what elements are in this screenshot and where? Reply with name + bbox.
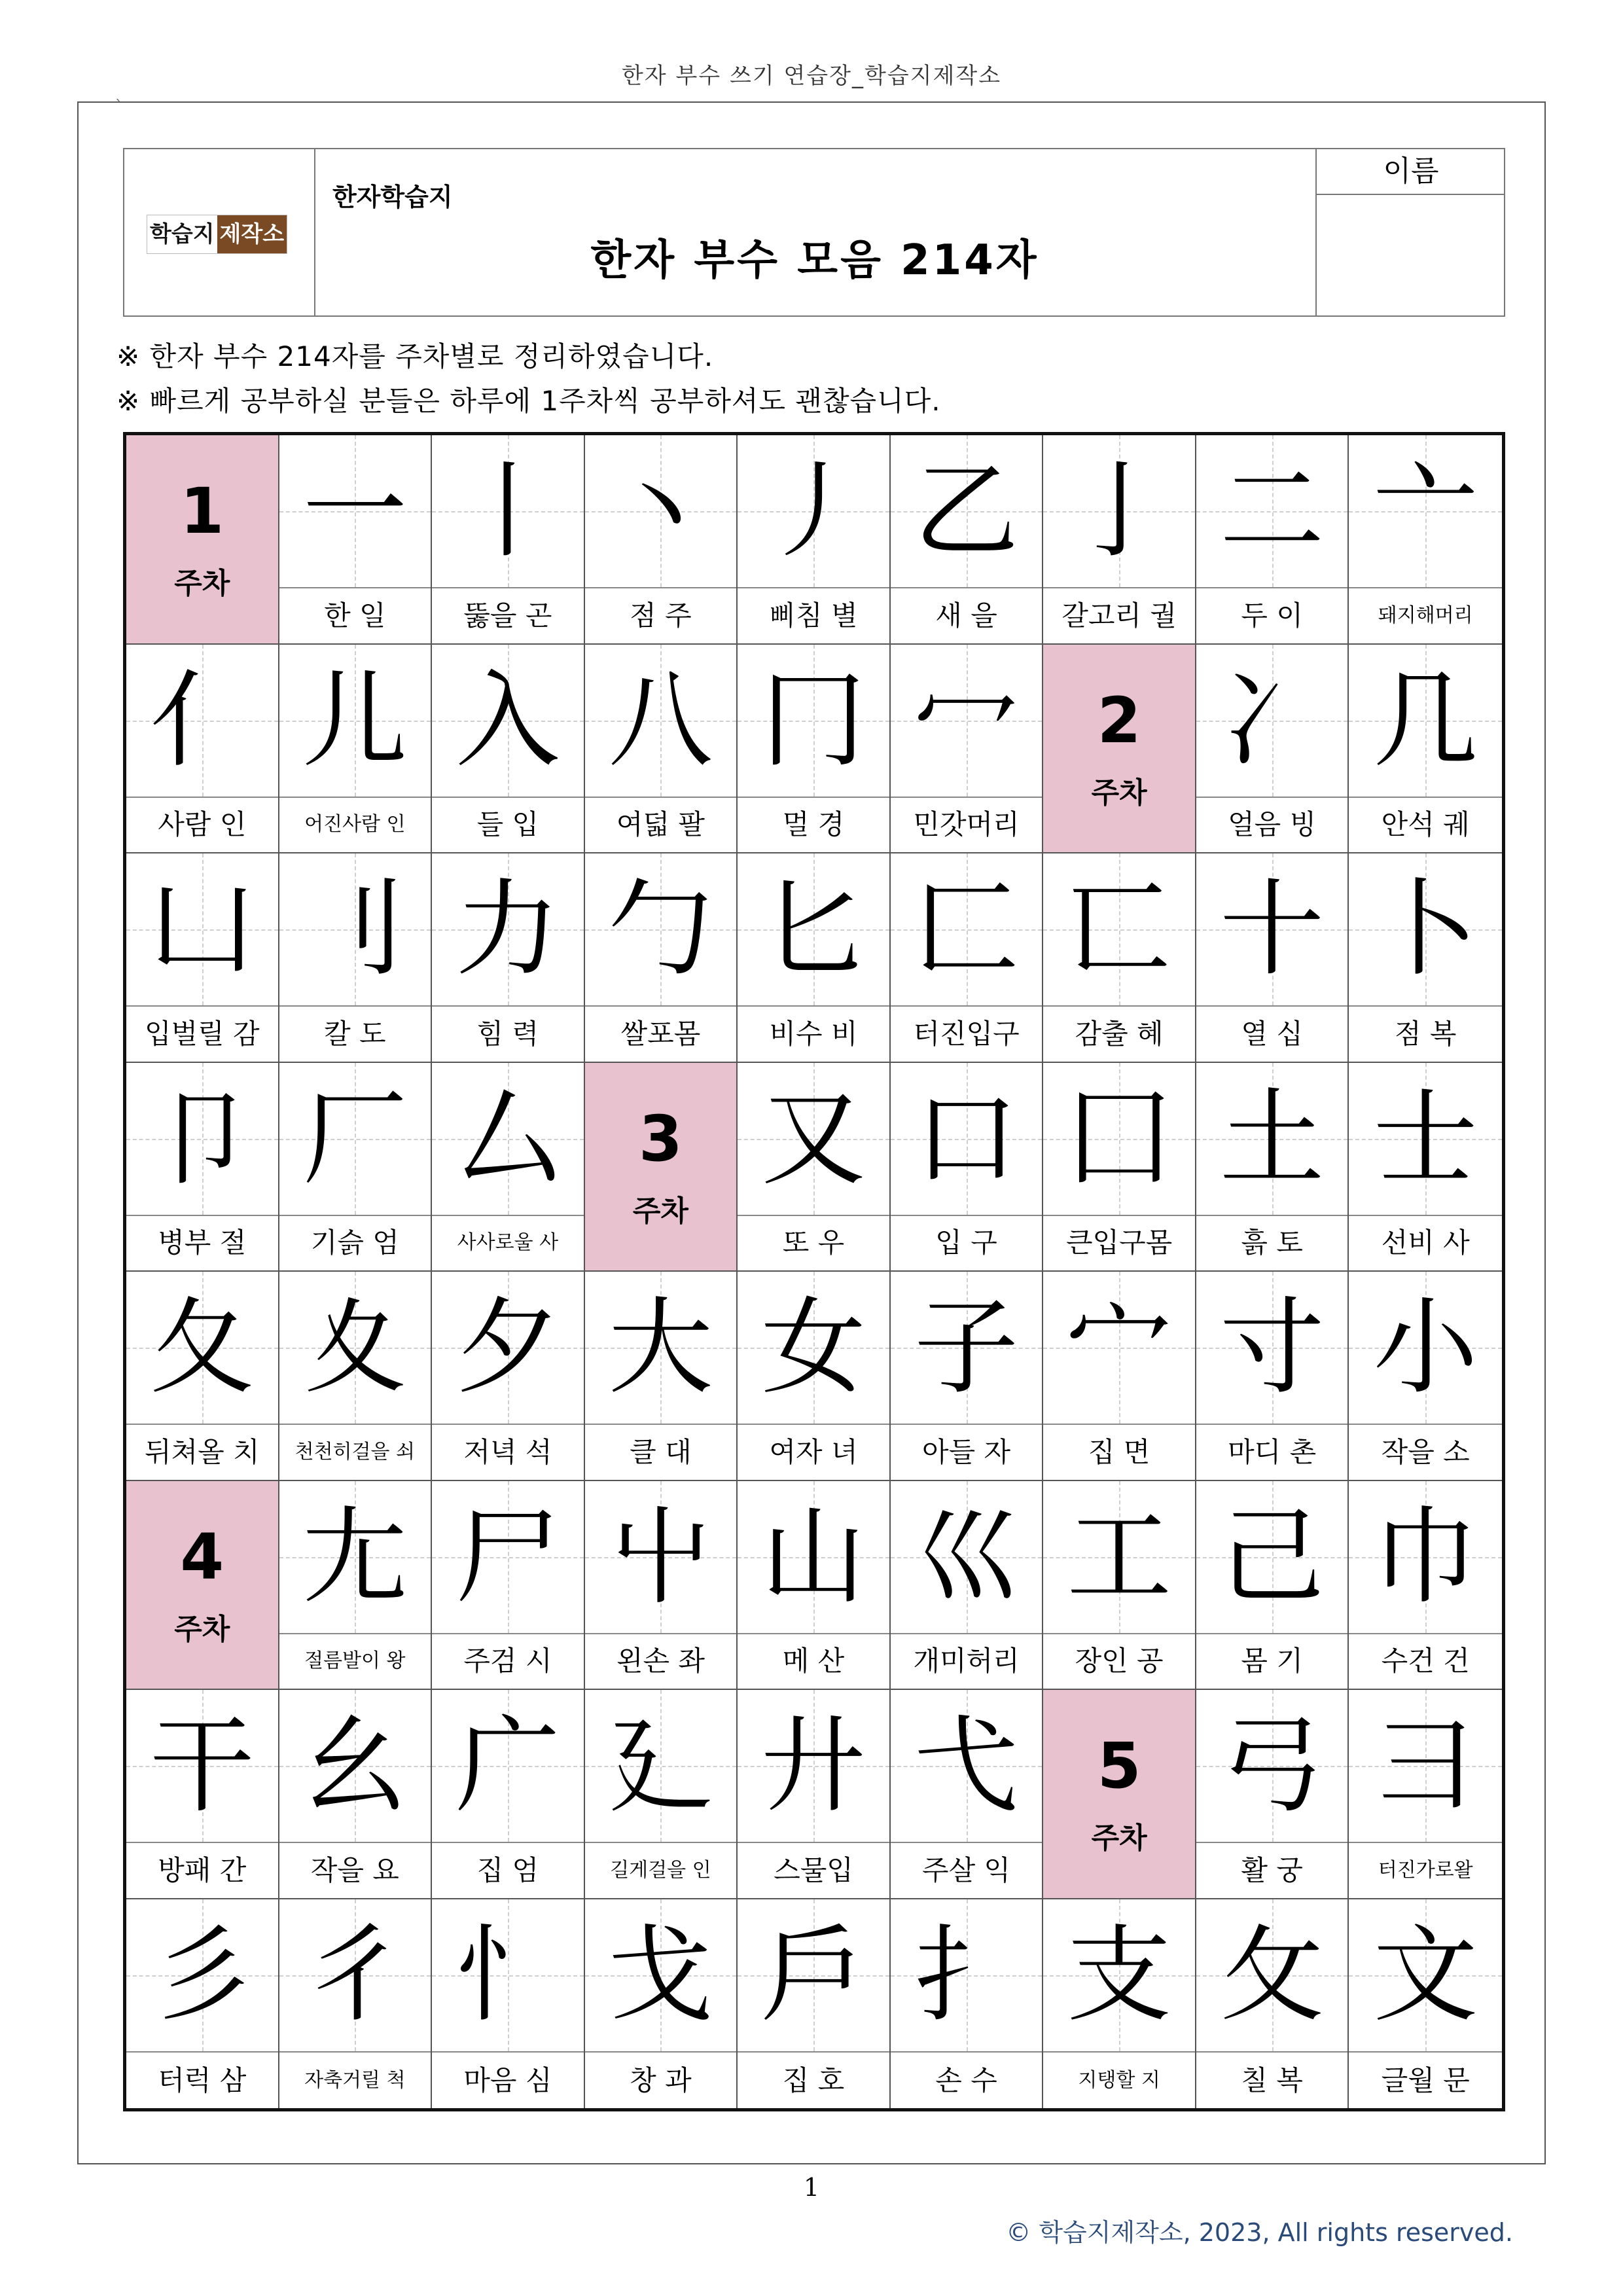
week-number: 1 [180,475,224,548]
radical-meaning: 선비 사 [1381,1227,1470,1259]
writing-guide-box [1196,1063,1348,1216]
radical-meaning: 삐침 별 [769,599,858,632]
radical-meaning: 힘 력 [476,1017,539,1050]
radical-glyph: 文 [1373,1913,1478,2036]
writing-guide-box [738,1272,889,1425]
radical-meaning: 아들 자 [922,1435,1011,1468]
radical-meaning: 칼 도 [324,1017,386,1050]
writing-guide-box [1349,1690,1502,1843]
radical-glyph: 刂 [302,868,408,990]
radical-meaning: 비수 비 [769,1017,858,1050]
radical-glyph: 亅 [1067,450,1172,572]
writing-guide-box [891,853,1043,1007]
writing-guide-box [126,853,278,1007]
radical-meaning: 수건 건 [1381,1645,1470,1677]
radical-meaning: 입벌릴 감 [144,1017,260,1050]
radical-cell [891,1272,1044,1481]
radical-glyph: 冖 [914,658,1019,781]
writing-guide-box [585,1690,737,1843]
writing-guide-box [279,435,431,588]
radical-meaning: 뚫을 곤 [463,599,552,632]
radical-cell [432,1690,585,1899]
radical-cell [738,435,891,645]
radical-cell [1043,1272,1196,1481]
brand-logo [147,215,287,254]
writing-guide-box [279,1899,431,2053]
radical-cell [279,1063,433,1272]
writing-guide-box [432,1899,584,2053]
radical-cell [891,1899,1044,2109]
radical-cell [891,435,1044,645]
writing-guide-box [1196,645,1348,798]
writing-guide-box [1043,1481,1195,1634]
radical-meaning: 터진입구 [913,1017,1020,1050]
writing-guide-box [126,645,278,798]
week-number: 3 [639,1102,683,1175]
subject-label: 한자학습지 [332,183,453,211]
radical-cell [585,853,738,1063]
radical-glyph: 夂 [149,1286,255,1408]
radical-cell [1043,1481,1196,1691]
radical-glyph: 女 [760,1286,866,1408]
radical-glyph: 扌 [914,1913,1019,2036]
radical-cell [1196,853,1349,1063]
radical-cell [126,1899,279,2109]
radical-glyph: 巾 [1373,1495,1478,1618]
radical-cell [738,1063,891,1272]
radical-glyph: 囗 [1067,1077,1172,1200]
radical-cell [279,645,433,854]
page-number: 1 [803,2173,820,2202]
week-marker-cell [126,435,279,645]
writing-guide-box [891,1899,1043,2053]
week-label: 주차 [632,1194,688,1228]
radical-glyph: 士 [1373,1077,1478,1200]
radical-cell [1196,1690,1349,1899]
radical-glyph: 几 [1373,658,1478,781]
radical-meaning: 어진사람 인 [304,813,406,836]
radical-cell [432,1899,585,2109]
writing-guide-box [1349,1063,1502,1216]
radical-glyph: 厶 [455,1077,560,1200]
radical-cell [585,1899,738,2109]
radical-meaning: 터럭 삼 [158,2064,247,2096]
radical-meaning: 한 일 [324,599,386,632]
week-label: 주차 [1091,776,1147,810]
writing-guide-box [1196,1899,1348,2053]
radical-meaning: 집 면 [1088,1435,1150,1468]
radical-meaning: 몸 기 [1241,1645,1303,1677]
radical-glyph: 丨 [455,450,560,572]
radical-glyph: 匸 [1067,868,1172,990]
writing-guide-box [1196,853,1348,1007]
radical-glyph: 支 [1067,1913,1172,2036]
writing-guide-box [738,645,889,798]
writing-guide-box [432,853,584,1007]
writing-guide-box [738,1063,889,1216]
radical-cell [1349,435,1502,645]
radical-glyph: 夕 [455,1286,560,1408]
writing-guide-box [279,1272,431,1425]
radical-glyph: 丿 [760,450,866,572]
radical-cell [126,1063,279,1272]
radical-meaning: 여덟 팔 [616,808,705,840]
radical-glyph: 子 [914,1286,1019,1408]
writing-guide-box [279,1063,431,1216]
radical-cell [279,1481,433,1691]
week-marker-cell [1043,645,1196,854]
radical-glyph: 廴 [608,1704,713,1827]
writing-guide-box [1043,1272,1195,1425]
radical-glyph: 小 [1373,1286,1478,1408]
running-head: 한자 부수 쓰기 연습장_학습지제작소 [621,63,1002,89]
radical-cell [738,1481,891,1691]
radical-glyph: 卩 [149,1077,255,1200]
radical-meaning: 천천히걸을 쇠 [294,1440,416,1463]
logo-part-2: 제작소 [217,215,287,253]
writing-guide-box [1196,1272,1348,1425]
radical-cell [126,1690,279,1899]
radical-meaning: 멀 경 [782,808,845,840]
radical-meaning: 절름발이 왕 [304,1649,406,1672]
radical-meaning: 장인 공 [1075,1645,1164,1677]
radical-cell [432,1063,585,1272]
radical-cell [126,645,279,854]
week-marker-cell [585,1063,738,1272]
writing-guide-box [1196,1690,1348,1843]
radical-glyph: 彳 [302,1913,408,2036]
writing-guide-box [432,435,584,588]
radical-glyph: 夊 [302,1286,408,1408]
writing-guide-box [1349,645,1502,798]
radical-meaning: 메 산 [782,1645,845,1677]
radical-cell [1349,853,1502,1063]
writing-guide-box [891,1481,1043,1634]
radical-cell [891,645,1044,854]
writing-guide-box [126,1272,278,1425]
radical-glyph: 冫 [1219,658,1325,781]
radical-meaning: 뒤쳐올 치 [144,1435,260,1468]
radical-glyph: 廾 [760,1704,866,1827]
note-line-1: ※ 한자 부수 214자를 주차별로 정리하였습니다. [116,340,714,372]
writing-guide-box [891,435,1043,588]
radical-cell [1196,1272,1349,1481]
radical-meaning: 작을 요 [310,1854,399,1886]
radical-cell [1196,1063,1349,1272]
radical-meaning: 저녁 석 [463,1435,552,1468]
radical-cell [1196,1899,1349,2109]
radical-cell [585,1272,738,1481]
radical-glyph: 弓 [1219,1704,1325,1827]
writing-guide-box [1196,1481,1348,1634]
radical-cell [1349,1690,1502,1899]
radical-cell [1043,435,1196,645]
radical-cell [1043,1063,1196,1272]
name-cell [1315,149,1505,315]
radical-cell [891,1063,1044,1272]
radical-cell [585,645,738,854]
radical-cell [432,645,585,854]
writing-guide-box [1043,853,1195,1007]
radical-meaning: 쌀포몸 [620,1017,701,1050]
radical-cell [432,853,585,1063]
radical-glyph: 彡 [149,1913,255,2036]
radical-meaning: 입 구 [935,1227,997,1259]
radical-meaning: 흙 토 [1241,1227,1303,1259]
writing-guide-box [279,853,431,1007]
week-label: 주차 [1091,1821,1147,1855]
radical-meaning: 창 과 [630,2064,692,2096]
radical-meaning: 여자 녀 [769,1435,858,1468]
radical-glyph: 弋 [914,1704,1019,1827]
radical-meaning: 지탱할 지 [1078,2069,1160,2092]
writing-guide-box [1043,1063,1195,1216]
radical-cell [891,1690,1044,1899]
week-number: 2 [1097,683,1141,757]
radical-glyph: 攵 [1219,1913,1325,2036]
radical-glyph: 口 [914,1077,1019,1200]
radical-glyph: 亻 [149,658,255,781]
writing-guide-box [432,1690,584,1843]
radical-glyph: 巛 [914,1495,1019,1618]
writing-guide-box [585,645,737,798]
radical-glyph: 山 [760,1495,866,1618]
radical-meaning: 길게걸을 인 [610,1858,711,1882]
radical-glyph: 亠 [1373,450,1478,572]
radical-cell [585,1481,738,1691]
radical-cell [1196,1481,1349,1691]
radical-glyph: 己 [1219,1495,1325,1618]
radical-cell [432,1272,585,1481]
radical-cell [1043,853,1196,1063]
radical-cell [126,1272,279,1481]
writing-guide-box [738,853,889,1007]
writing-guide-box [585,435,737,588]
radical-meaning: 활 궁 [1241,1854,1303,1886]
corner-mark: ` [115,98,122,115]
radical-glyph: 忄 [455,1913,560,2036]
radical-meaning: 민갓머리 [913,808,1020,840]
writing-guide-box [279,1690,431,1843]
radical-cell [738,645,891,854]
radical-meaning: 돼지해머리 [1378,603,1473,627]
radical-glyph: 土 [1219,1077,1325,1200]
radical-glyph: 一 [302,450,408,572]
writing-guide-box [891,645,1043,798]
radical-meaning: 자축거릴 척 [304,2069,406,2092]
radical-meaning: 기슭 엄 [310,1227,399,1259]
writing-guide-box [126,1063,278,1216]
writing-guide-box [1043,1899,1195,2053]
radical-glyph: 卜 [1373,868,1478,990]
radical-glyph: 厂 [302,1077,408,1200]
radical-meaning: 새 을 [935,599,997,632]
radical-cell [432,1481,585,1691]
radical-meaning: 사람 인 [158,808,247,840]
radical-meaning: 개미허리 [913,1645,1020,1677]
radical-meaning: 마디 촌 [1228,1435,1317,1468]
writing-guide-box [432,1272,584,1425]
radical-cell [891,853,1044,1063]
radical-meaning: 얼음 빙 [1228,808,1317,840]
radical-meaning: 주살 익 [922,1854,1011,1886]
radical-glyph: 尢 [302,1495,408,1618]
radical-meaning: 집 엄 [476,1854,539,1886]
writing-guide-box [738,1481,889,1634]
radical-cell [1196,435,1349,645]
writing-guide-box [1349,853,1502,1007]
writing-guide-box [432,645,584,798]
radical-cell [279,1899,433,2109]
radical-glyph: 匕 [760,868,866,990]
writing-guide-box [738,435,889,588]
radical-grid [123,432,1505,2111]
writing-guide-box [1043,435,1195,588]
worksheet-title: 한자 부수 모음 214자 [590,236,1039,285]
radical-glyph: 工 [1067,1495,1172,1618]
radical-meaning: 또 우 [782,1227,845,1259]
writing-guide-box [891,1690,1043,1843]
week-number: 5 [1097,1729,1141,1803]
name-label: 이름 [1317,149,1505,195]
writing-guide-box [432,1481,584,1634]
radical-glyph: 宀 [1067,1286,1172,1408]
note-line-2: ※ 빠르게 공부하실 분들은 하루에 1주차씩 공부하셔도 괜찮습니다. [116,385,941,417]
radical-meaning: 두 이 [1241,599,1303,632]
radical-cell [279,1690,433,1899]
radical-glyph: 戶 [760,1913,866,2036]
radical-glyph: 丶 [608,450,713,572]
radical-glyph: 八 [608,658,713,781]
radical-cell [738,1690,891,1899]
radical-meaning: 주검 시 [463,1645,552,1677]
radical-meaning: 병부 절 [158,1227,247,1259]
radical-glyph: 尸 [455,1495,560,1618]
radical-cell [1349,1899,1502,2109]
writing-guide-box [1349,1272,1502,1425]
radical-cell [738,1899,891,2109]
writing-guide-box [279,1481,431,1634]
radical-cell [1349,1063,1502,1272]
radical-meaning: 작을 소 [1381,1435,1470,1468]
radical-glyph: 力 [455,868,560,990]
radical-meaning: 점 주 [630,599,692,632]
writing-guide-box [738,1899,889,2053]
radical-meaning: 사사로울 사 [457,1231,559,1254]
writing-guide-box [432,1063,584,1216]
radical-glyph: 凵 [149,868,255,990]
radical-glyph: 大 [608,1286,713,1408]
radical-meaning: 집 호 [782,2064,845,2096]
writing-guide-box [1349,1899,1502,2053]
radical-glyph: 儿 [302,658,408,781]
radical-glyph: 乙 [914,450,1019,572]
radical-cell [1349,645,1502,854]
writing-guide-box [1349,1481,1502,1634]
radical-glyph: 彐 [1373,1704,1478,1827]
radical-meaning: 스물입 [774,1854,853,1886]
writing-guide-box [585,1899,737,2053]
radical-glyph: 勹 [608,868,713,990]
writing-guide-box [1196,435,1348,588]
copyright-notice: © 학습지제작소, 2023, All rights reserved. [1006,2218,1513,2247]
radical-meaning: 클 대 [630,1435,692,1468]
writing-guide-box [126,1899,278,2053]
radical-glyph: 入 [455,658,560,781]
radical-meaning: 터진가로왈 [1378,1858,1473,1882]
radical-cell [432,435,585,645]
radical-cell [126,853,279,1063]
writing-guide-box [126,1690,278,1843]
radical-glyph: 又 [760,1077,866,1200]
radical-cell [1349,1272,1502,1481]
radical-glyph: 广 [455,1704,560,1827]
radical-cell [738,1272,891,1481]
week-marker-cell [1043,1690,1196,1899]
radical-meaning: 점 복 [1394,1017,1457,1050]
radical-glyph: 幺 [302,1704,408,1827]
radical-glyph: 匚 [914,868,1019,990]
radical-cell [891,1481,1044,1691]
radical-meaning: 방패 간 [158,1854,247,1886]
writing-guide-box [585,1272,737,1425]
writing-guide-box [585,853,737,1007]
writing-guide-box [1349,435,1502,588]
writing-guide-box [279,645,431,798]
radical-meaning: 열 십 [1241,1017,1303,1050]
radical-cell [279,1272,433,1481]
radical-glyph: 干 [149,1704,255,1827]
week-marker-cell [126,1481,279,1691]
week-label: 주차 [174,1612,230,1646]
writing-guide-box [738,1690,889,1843]
radical-glyph: 寸 [1219,1286,1325,1408]
radical-meaning: 마음 심 [463,2064,552,2096]
radical-cell [1196,645,1349,854]
radical-cell [279,853,433,1063]
writing-guide-box [585,1481,737,1634]
radical-cell [1349,1481,1502,1691]
worksheet-header [123,148,1505,317]
radical-glyph: 冂 [760,658,866,781]
radical-meaning: 손 수 [935,2064,997,2096]
writing-guide-box [891,1272,1043,1425]
week-number: 4 [180,1520,224,1594]
radical-meaning: 갈고리 궐 [1061,599,1177,632]
radical-glyph: 屮 [608,1495,713,1618]
radical-meaning: 왼손 좌 [616,1645,705,1677]
radical-glyph: 十 [1219,868,1325,990]
radical-glyph: 戈 [608,1913,713,2036]
radical-meaning: 들 입 [476,808,539,840]
radical-cell [585,1690,738,1899]
radical-meaning: 감출 혜 [1075,1017,1164,1050]
radical-meaning: 안석 궤 [1381,808,1470,840]
radical-meaning: 칠 복 [1241,2064,1303,2096]
logo-cell [124,149,315,315]
radical-meaning: 글월 문 [1381,2064,1470,2096]
radical-cell [738,853,891,1063]
week-label: 주차 [174,567,230,600]
radical-cell [1043,1899,1196,2109]
logo-part-1: 학습지 [147,215,217,253]
radical-meaning: 큰입구몸 [1065,1227,1173,1259]
radical-cell [279,435,433,645]
writing-guide-box [891,1063,1043,1216]
radical-glyph: 二 [1219,450,1325,572]
radical-cell [585,435,738,645]
